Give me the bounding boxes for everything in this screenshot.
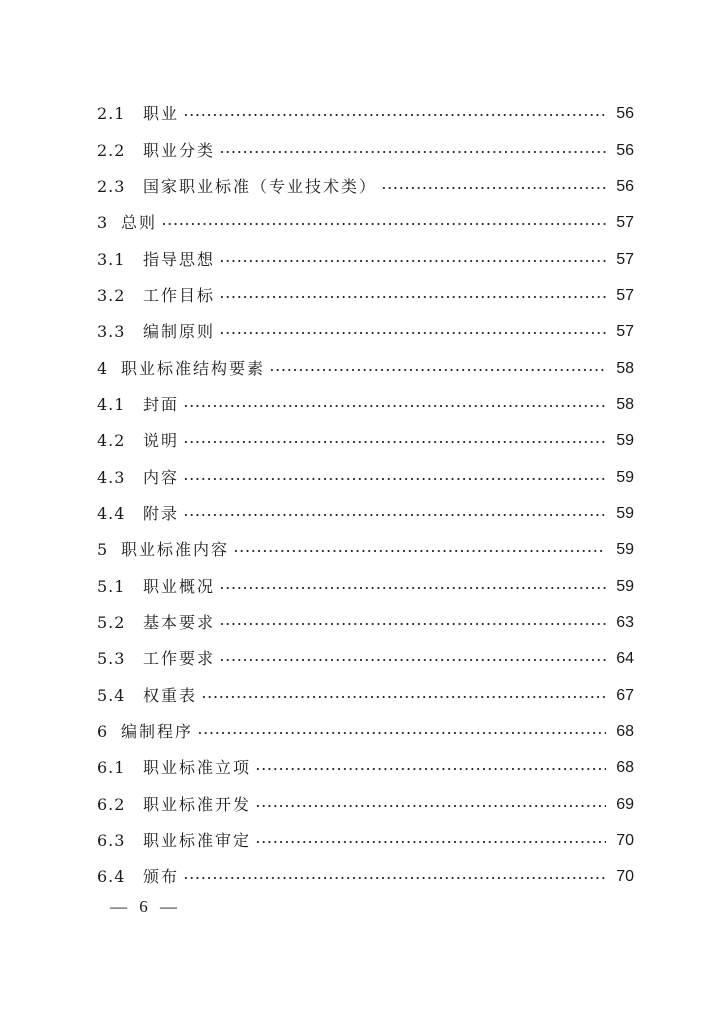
toc-entry[interactable] <box>97 859 634 895</box>
toc-entry[interactable] <box>97 714 634 750</box>
toc-dot-leader <box>219 587 606 589</box>
toc-entry-number: 3.1 <box>97 249 126 269</box>
toc-dot-leader <box>219 332 606 334</box>
toc-entry-title: 内容 <box>143 467 180 487</box>
toc-entry-number: 3 <box>97 213 109 233</box>
toc-entry-page: 59 <box>616 577 634 595</box>
toc-entry-title: 职业 <box>143 104 180 124</box>
toc-entry-number: 5.3 <box>97 649 126 669</box>
toc-entry-page: 63 <box>616 613 634 631</box>
toc-dot-leader <box>161 223 606 225</box>
toc-dot-leader <box>183 405 606 407</box>
toc-entry[interactable] <box>97 641 634 677</box>
toc-entry[interactable] <box>97 96 634 132</box>
toc-entry-title: 职业标准审定 <box>143 831 252 851</box>
toc-dot-leader <box>269 369 606 371</box>
toc-entry-number: 4.2 <box>97 431 126 451</box>
toc-entry-title: 职业概况 <box>143 576 216 596</box>
toc-entry-page: 57 <box>616 250 634 268</box>
toc-entry-page: 68 <box>616 759 634 777</box>
toc-entry[interactable] <box>97 314 634 350</box>
toc-dot-leader <box>219 151 606 153</box>
toc-dot-leader <box>183 441 606 443</box>
toc-entry-number: 4.4 <box>97 503 126 523</box>
toc-entry-title: 颁布 <box>143 867 180 887</box>
toc-entry-number: 6.3 <box>97 831 126 851</box>
toc-entry-title: 基本要求 <box>143 612 216 632</box>
toc-entry[interactable] <box>97 496 634 532</box>
toc-entry-page: 57 <box>616 286 634 304</box>
toc-dot-leader <box>233 550 606 552</box>
toc-entry-title: 权重表 <box>143 685 198 705</box>
toc-entry-title: 编制原则 <box>143 322 216 342</box>
toc-entry-title: 工作目标 <box>143 285 216 305</box>
toc-entry-title: 职业标准内容 <box>121 540 230 560</box>
toc-entry-page: 69 <box>616 795 634 813</box>
toc-entry-number: 2.1 <box>97 104 126 124</box>
toc-entry-title: 职业标准开发 <box>143 794 252 814</box>
toc-dot-leader <box>201 696 606 698</box>
toc-entry-title: 国家职业标准（专业技术类） <box>143 176 378 196</box>
toc-entry[interactable] <box>97 459 634 495</box>
toc-dot-leader <box>183 478 606 480</box>
toc-entry-page: 56 <box>616 141 634 159</box>
toc-entry-number: 2.3 <box>97 176 126 196</box>
toc-entry[interactable] <box>97 205 634 241</box>
toc-entry[interactable] <box>97 387 634 423</box>
toc-entry[interactable] <box>97 350 634 386</box>
toc-entry[interactable] <box>97 423 634 459</box>
toc-entry-page: 58 <box>616 395 634 413</box>
toc-entry-title: 说明 <box>143 431 180 451</box>
toc-entry[interactable] <box>97 169 634 205</box>
toc-entry-number: 3.2 <box>97 285 126 305</box>
toc-entry[interactable] <box>97 568 634 604</box>
toc-entry-page: 58 <box>616 359 634 377</box>
toc-entry-page: 70 <box>616 868 634 886</box>
toc-entry-title: 职业标准立项 <box>143 758 252 778</box>
toc-entry-title: 职业标准结构要素 <box>121 358 266 378</box>
toc-entry-page: 59 <box>616 504 634 522</box>
toc-entry-page: 68 <box>616 723 634 741</box>
toc-entry-page: 59 <box>616 468 634 486</box>
toc-entry-number: 6 <box>97 722 109 742</box>
toc-dot-leader <box>197 732 606 734</box>
toc-entry-number: 5 <box>97 540 109 560</box>
toc-entry[interactable] <box>97 787 634 823</box>
toc-entry-page: 57 <box>616 214 634 232</box>
toc-entry-title: 附录 <box>143 503 180 523</box>
toc-entry-number: 5.2 <box>97 612 126 632</box>
toc-entry-page: 59 <box>616 541 634 559</box>
toc-entry[interactable] <box>97 678 634 714</box>
toc-entry-page: 70 <box>616 832 634 850</box>
toc-entry-number: 6.4 <box>97 867 126 887</box>
toc-entry-number: 4 <box>97 358 109 378</box>
table-of-contents <box>97 96 634 896</box>
toc-dot-leader <box>381 187 606 189</box>
toc-entry-title: 编制程序 <box>121 722 194 742</box>
toc-entry-page: 57 <box>616 323 634 341</box>
toc-entry-number: 5.4 <box>97 685 126 705</box>
toc-entry-number: 2.2 <box>97 140 126 160</box>
toc-entry[interactable] <box>97 532 634 568</box>
toc-entry-title: 职业分类 <box>143 140 216 160</box>
toc-dot-leader <box>219 623 606 625</box>
toc-entry-page: 56 <box>616 177 634 195</box>
toc-dot-leader <box>183 877 606 879</box>
toc-entry-title: 指导思想 <box>143 249 216 269</box>
toc-dot-leader <box>219 296 606 298</box>
toc-dot-leader <box>183 514 606 516</box>
toc-entry-title: 工作要求 <box>143 649 216 669</box>
toc-entry-page: 59 <box>616 432 634 450</box>
toc-dot-leader <box>255 768 606 770</box>
toc-dot-leader <box>255 805 606 807</box>
toc-dot-leader <box>219 659 606 661</box>
toc-entry-page: 64 <box>616 650 634 668</box>
toc-entry-number: 5.1 <box>97 576 126 596</box>
toc-dot-leader <box>183 114 606 116</box>
toc-entry-page: 67 <box>616 686 634 704</box>
toc-entry[interactable] <box>97 241 634 277</box>
page-number: — 6 — <box>110 897 181 916</box>
toc-entry[interactable] <box>97 132 634 168</box>
toc-entry-number: 6.1 <box>97 758 126 778</box>
toc-entry[interactable] <box>97 823 634 859</box>
toc-entry[interactable] <box>97 278 634 314</box>
toc-entry-number: 4.3 <box>97 467 126 487</box>
toc-entry-title: 封面 <box>143 394 180 414</box>
toc-entry[interactable] <box>97 605 634 641</box>
toc-entry-page: 56 <box>616 105 634 123</box>
toc-entry-number: 4.1 <box>97 394 126 414</box>
toc-dot-leader <box>219 260 606 262</box>
toc-entry[interactable] <box>97 750 634 786</box>
toc-entry-title: 总则 <box>121 213 158 233</box>
toc-entry-number: 6.2 <box>97 794 126 814</box>
toc-entry-number: 3.3 <box>97 322 126 342</box>
toc-dot-leader <box>255 841 606 843</box>
